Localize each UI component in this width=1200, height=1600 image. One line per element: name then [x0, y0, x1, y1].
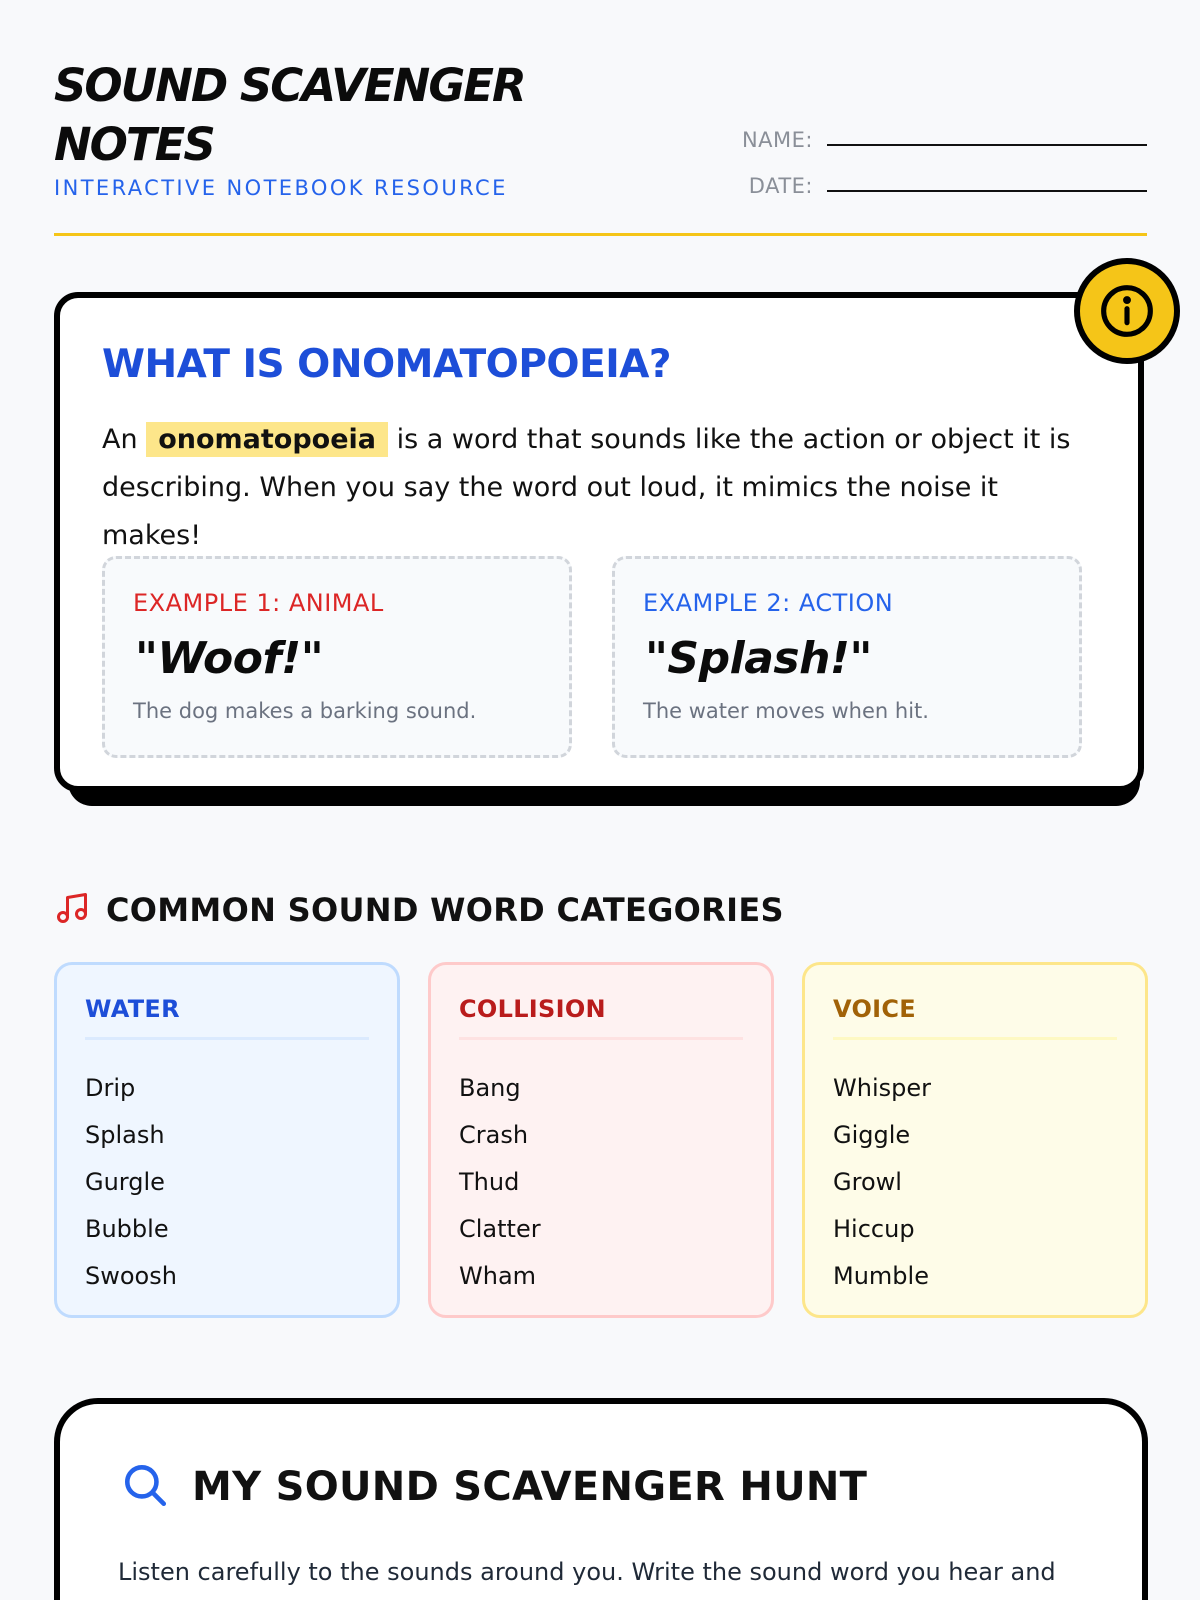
definition-text-before: An	[102, 424, 138, 455]
word-list	[85, 1065, 177, 1300]
date-label: DATE:	[748, 174, 813, 198]
word-item: Thud	[459, 1168, 520, 1196]
search-icon	[120, 1460, 170, 1514]
name-field[interactable]	[727, 128, 1147, 158]
page-subtitle: INTERACTIVE NOTEBOOK RESOURCE	[54, 176, 508, 200]
word-item: Clatter	[459, 1215, 541, 1243]
definition-title: WHAT IS ONOMATOPOEIA?	[102, 342, 672, 387]
example-description: The dog makes a barking sound.	[133, 699, 477, 723]
category-name: COLLISION	[459, 995, 743, 1040]
info-icon	[1074, 258, 1180, 364]
definition-card	[54, 292, 1140, 806]
date-field[interactable]	[727, 174, 1147, 204]
categories-header	[54, 890, 784, 930]
name-label: NAME:	[741, 128, 813, 152]
example-word: "Woof!"	[135, 633, 324, 684]
scavenger-hunt-card	[54, 1398, 1148, 1600]
word-item: Drip	[85, 1074, 136, 1102]
hunt-title: MY SOUND SCAVENGER HUNT	[192, 1464, 868, 1510]
word-item: Gurgle	[85, 1168, 165, 1196]
date-line[interactable]	[827, 190, 1147, 192]
page-title: SOUND SCAVENGER NOTES	[54, 59, 525, 171]
word-item: Bubble	[85, 1215, 169, 1243]
example-card-action	[612, 556, 1082, 758]
word-item: Wham	[459, 1262, 537, 1290]
example-description: The water moves when hit.	[643, 699, 929, 723]
example-word: "Splash!"	[645, 633, 872, 684]
categories-title: COMMON SOUND WORD CATEGORIES	[106, 891, 784, 929]
definition-panel	[54, 292, 1144, 792]
hunt-header	[120, 1460, 867, 1514]
category-card-collision	[428, 962, 774, 1318]
category-card-water	[54, 962, 400, 1318]
page-header	[54, 56, 1147, 236]
hunt-instructions: Listen carefully to the sounds around you. Write the sound word you hear and	[118, 1558, 1056, 1586]
category-card-voice	[802, 962, 1148, 1318]
word-item: Giggle	[833, 1121, 911, 1149]
word-list	[833, 1065, 931, 1300]
definition-text	[102, 416, 1102, 560]
word-item: Growl	[833, 1168, 902, 1196]
example-label: EXAMPLE 1: ANIMAL	[133, 589, 384, 617]
music-note-icon	[54, 890, 90, 930]
category-name: WATER	[85, 995, 369, 1040]
word-item: Mumble	[833, 1262, 929, 1290]
definition-text-after: is a word that sounds like the action or object it is describing. When you say the word out loud, it mimics the noise it makes!	[102, 424, 1071, 551]
word-item: Whisper	[833, 1074, 931, 1102]
example-card-animal	[102, 556, 572, 758]
word-item: Bang	[459, 1074, 521, 1102]
word-item: Splash	[85, 1121, 165, 1149]
word-item: Swoosh	[85, 1262, 177, 1290]
name-line[interactable]	[827, 144, 1147, 146]
highlighted-term: onomatopoeia	[146, 422, 388, 457]
word-list	[459, 1065, 541, 1300]
category-name: VOICE	[833, 995, 1117, 1040]
example-label: EXAMPLE 2: ACTION	[643, 589, 894, 617]
word-item: Crash	[459, 1121, 529, 1149]
word-item: Hiccup	[833, 1215, 915, 1243]
